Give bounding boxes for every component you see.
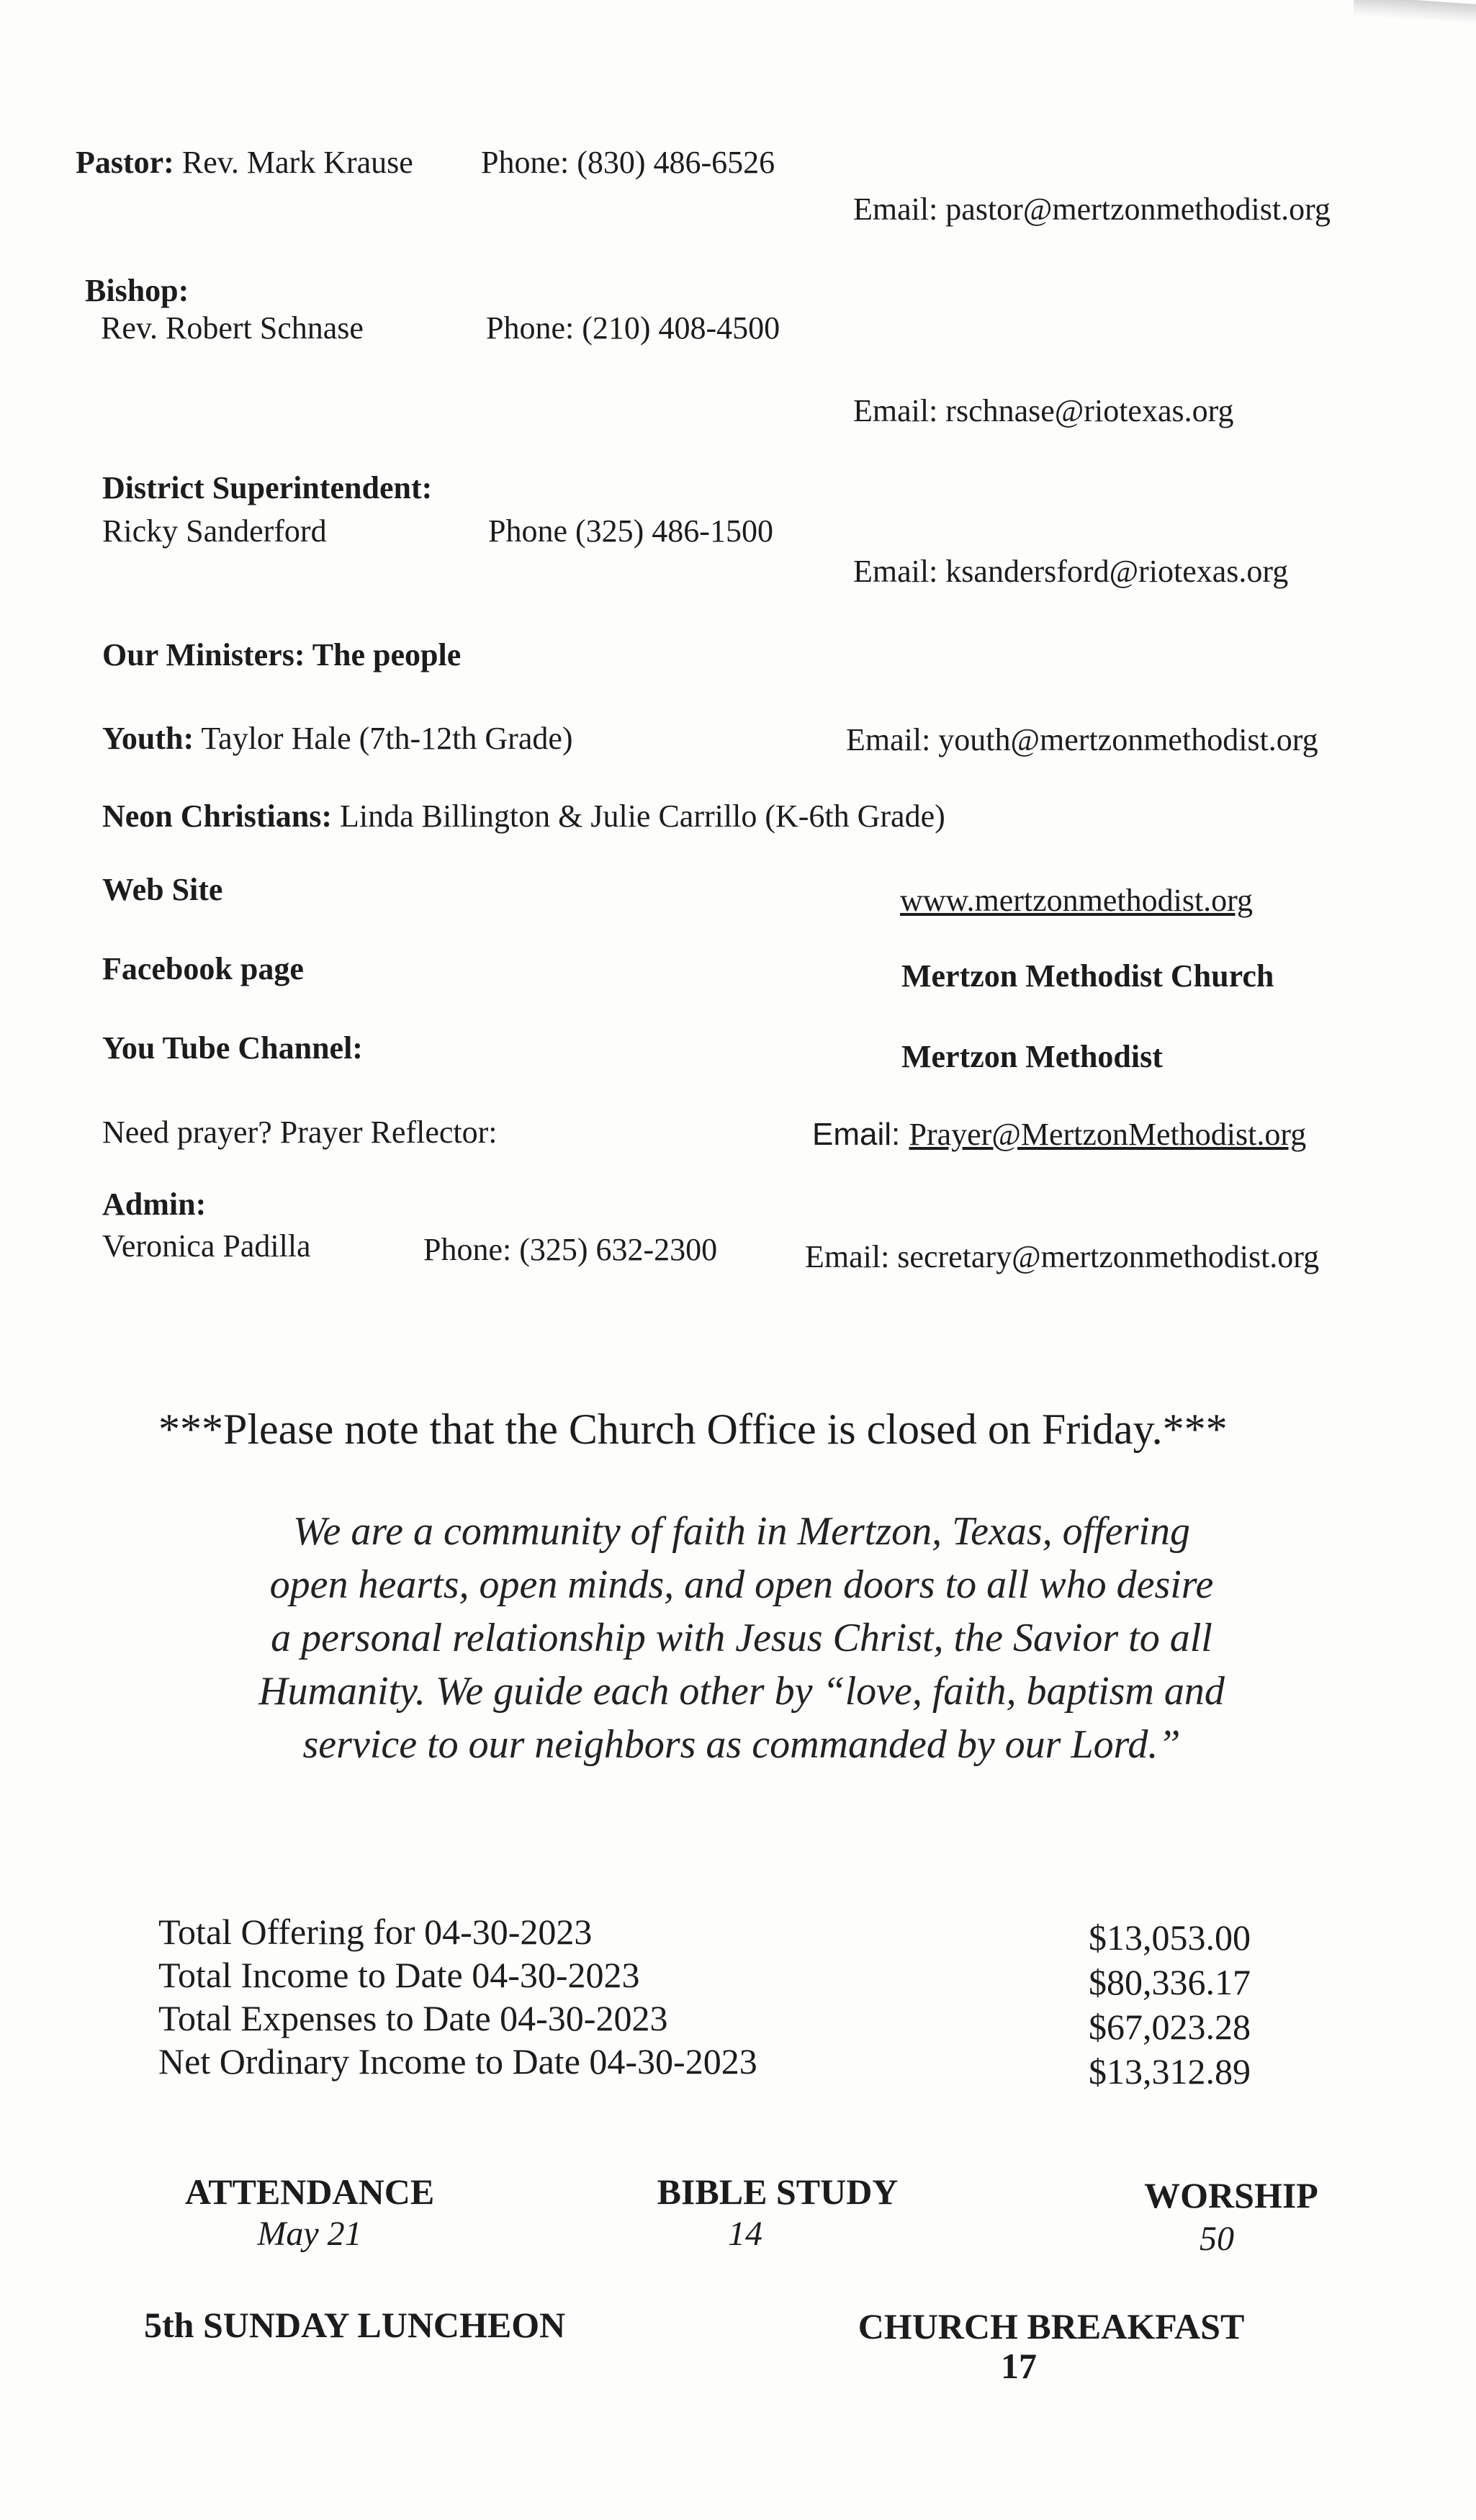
worship-count: 50 <box>1200 2220 1234 2258</box>
prayer-email-link[interactable]: Prayer@MertzonMethodist.org <box>909 1117 1307 1152</box>
finance-value: $13,053.00 <box>1089 1917 1251 1958</box>
ds-name: Ricky Sanderford <box>102 513 327 549</box>
mission-line: a personal relationship with Jesus Christ, the Savior to all <box>271 1616 1212 1660</box>
pastor-email[interactable]: Email: pastor@mertzonmethodist.org <box>853 192 1331 227</box>
attendance-date: May 21 <box>257 2215 362 2253</box>
breakfast-count: 17 <box>1001 2346 1037 2386</box>
bishop-email[interactable]: Email: rschnase@riotexas.org <box>853 393 1234 428</box>
mission-line: service to our neighbors as commanded by our Lord.” <box>302 1722 1181 1767</box>
office-closed-note: ***Please note that the Church Office is closed on Friday.*** <box>158 1405 1228 1453</box>
prayer-email-row <box>812 1116 1306 1153</box>
admin-label: Admin: <box>102 1187 207 1222</box>
attendance-heading: ATTENDANCE <box>184 2172 435 2212</box>
neon-leaders: Linda Billington & Julie Carrillo (K-6th Grade) <box>340 798 945 834</box>
pastor-label: Pastor: <box>76 145 174 180</box>
finance-value: $13,312.89 <box>1089 2051 1251 2092</box>
website-label: Web Site <box>102 872 223 907</box>
bible-study-count: 14 <box>728 2215 762 2253</box>
finance-value: $80,336.17 <box>1089 1962 1251 2002</box>
facebook-page-name[interactable]: Mertzon Methodist Church <box>901 958 1274 994</box>
prayer-email-prefix: Email: <box>812 1117 909 1152</box>
luncheon-heading: 5th SUNDAY LUNCHEON <box>144 2305 566 2345</box>
neon-row <box>102 798 945 835</box>
pastor-row <box>76 144 413 181</box>
youth-leader: Taylor Hale (7th-12th Grade) <box>201 721 573 756</box>
admin-phone: Phone: (325) 632-2300 <box>423 1232 718 1267</box>
bishop-name: Rev. Robert Schnase <box>101 310 364 346</box>
youth-label: Youth: <box>102 721 194 756</box>
finance-label: Net Ordinary Income to Date 04-30-2023 <box>158 2041 757 2082</box>
youtube-label: You Tube Channel: <box>102 1030 363 1066</box>
neon-label: Neon Christians: <box>102 798 333 834</box>
bible-study-heading: BIBLE STUDY <box>657 2172 899 2212</box>
worship-heading: WORSHIP <box>1144 2175 1318 2215</box>
bishop-phone: Phone: (210) 408-4500 <box>486 310 780 346</box>
admin-email[interactable]: Email: secretary@mertzonmethodist.org <box>805 1239 1320 1274</box>
pastor-phone: Phone: (830) 486-6526 <box>481 145 775 180</box>
ministers-line: Our Ministers: The people <box>102 637 462 672</box>
pastor-name: Rev. Mark Krause <box>181 145 413 180</box>
youth-email[interactable]: Email: youth@mertzonmethodist.org <box>846 722 1318 757</box>
admin-name: Veronica Padilla <box>102 1228 311 1264</box>
finance-label: Total Expenses to Date 04-30-2023 <box>158 1998 668 2038</box>
bishop-label: Bishop: <box>85 273 189 308</box>
youth-row <box>102 720 573 757</box>
mission-line: Humanity. We guide each other by “love, faith, baptism and <box>258 1669 1225 1714</box>
mission-statement <box>130 1505 1354 1771</box>
facebook-label: Facebook page <box>102 951 304 986</box>
mission-line: We are a community of faith in Mertzon, Texas, offering <box>293 1509 1190 1554</box>
breakfast-heading: CHURCH BREAKFAST <box>858 2306 1245 2346</box>
ds-label: District Superintendent: <box>102 470 433 505</box>
finance-label: Total Income to Date 04-30-2023 <box>158 1955 640 1995</box>
youtube-channel-name[interactable]: Mertzon Methodist <box>901 1039 1163 1074</box>
finance-value: $67,023.28 <box>1089 2007 1251 2047</box>
ds-email[interactable]: Email: ksandersford@riotexas.org <box>853 554 1289 589</box>
website-link[interactable]: www.mertzonmethodist.org <box>900 883 1254 918</box>
ds-phone: Phone (325) 486-1500 <box>488 513 773 549</box>
page-corner-scuff <box>1354 0 1476 24</box>
finance-label: Total Offering for 04-30-2023 <box>158 1912 593 1952</box>
mission-line: open hearts, open minds, and open doors to all who desire <box>269 1562 1214 1607</box>
prayer-label: Need prayer? Prayer Reflector: <box>102 1115 498 1150</box>
